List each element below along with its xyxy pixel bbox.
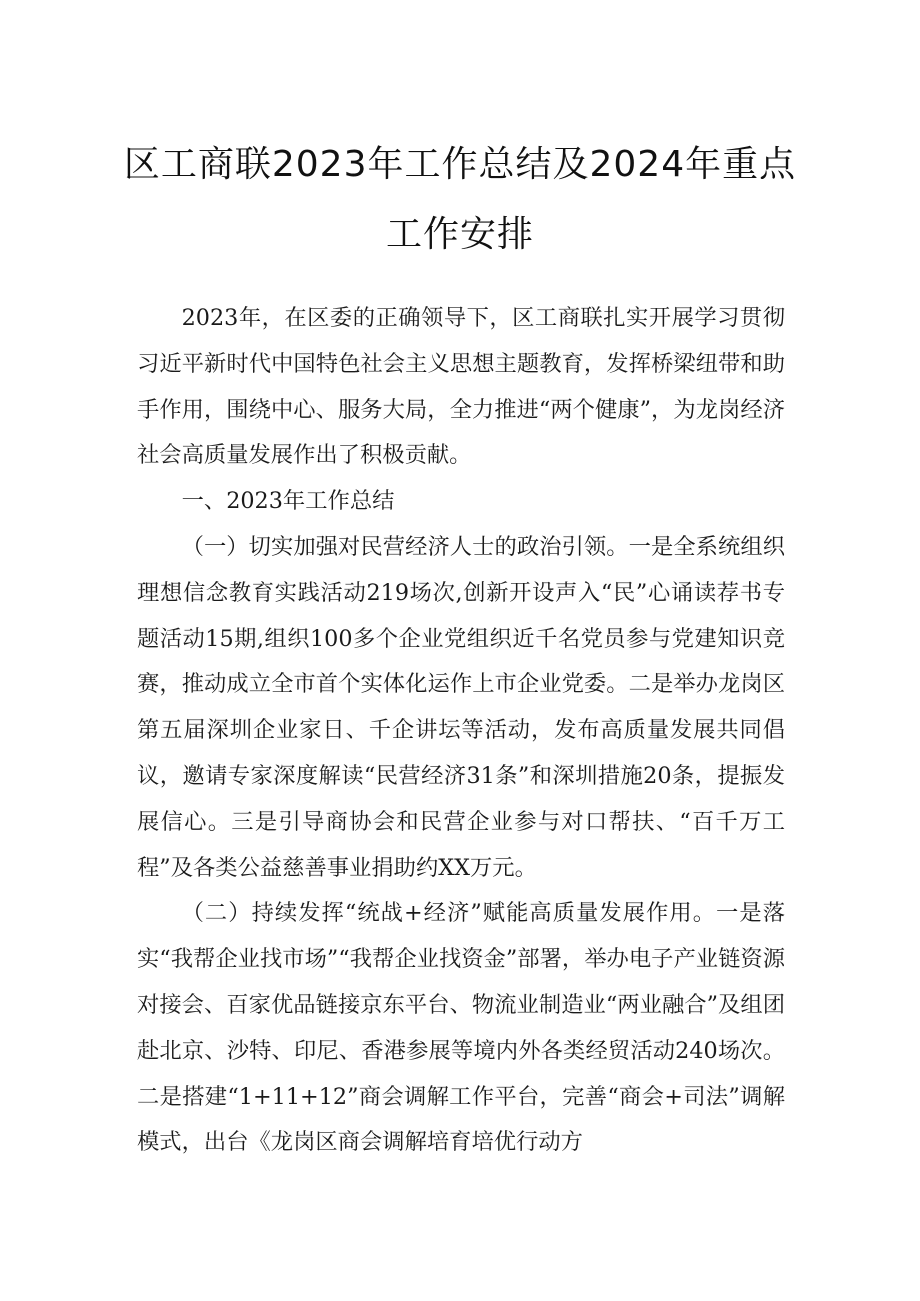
document-title-line-2: 工作安排 <box>385 214 534 255</box>
document-body <box>137 296 785 1166</box>
body-paragraph: （二）持续发挥“统战+经济”赋能高质量发展作用。一是落实“我帮企业找市场”“我帮企业找资金”部署，举办电子产业链资源对接会、百家优品链接京东平台、物流业制造业“两业融合”及组团赴北京、沙特、印尼、香港参展等境内外各类经贸活动240场次。二是搭建“1+11+12”商会调解工作平台，完善“商会+司法”调解模式，出台《龙岗区商会调解培育培优行动方 <box>137 900 785 1156</box>
body-paragraph: （一）切实加强对民营经济人士的政治引领。一是全系统组织理想信念教育实践活动219场次,创新开设声入“民”心诵读荐书专题活动15期,组织100多个企业党组织近千名党员参与党建知识竞赛，推动成立全市首个实体化运作上市企业党委。二是举办龙岗区第五届深圳企业家日、千企讲坛等活动，发布高质量发展共同倡议，邀请专家深度解读“民营经济31条”和深圳措施20条，提振发展信心。三是引导商协会和民营企业参与对口帮扶、“百千万工程”及各类公益慈善事业捐助约XX万元。 <box>137 533 785 881</box>
document-title-line-1: 区工商联2023年工作总结及2024年重点 <box>123 144 797 185</box>
intro-paragraph: 2023年，在区委的正确领导下，区工商联扎实开展学习贯彻习近平新时代中国特色社会主义思想主题教育，发挥桥梁纽带和助手作用，围绕中心、服务大局，全力推进“两个健康”，为龙岗经济社会高质量发展作出了积极贡献。 <box>137 305 785 469</box>
section-heading: 一、2023年工作总结 <box>181 488 395 515</box>
